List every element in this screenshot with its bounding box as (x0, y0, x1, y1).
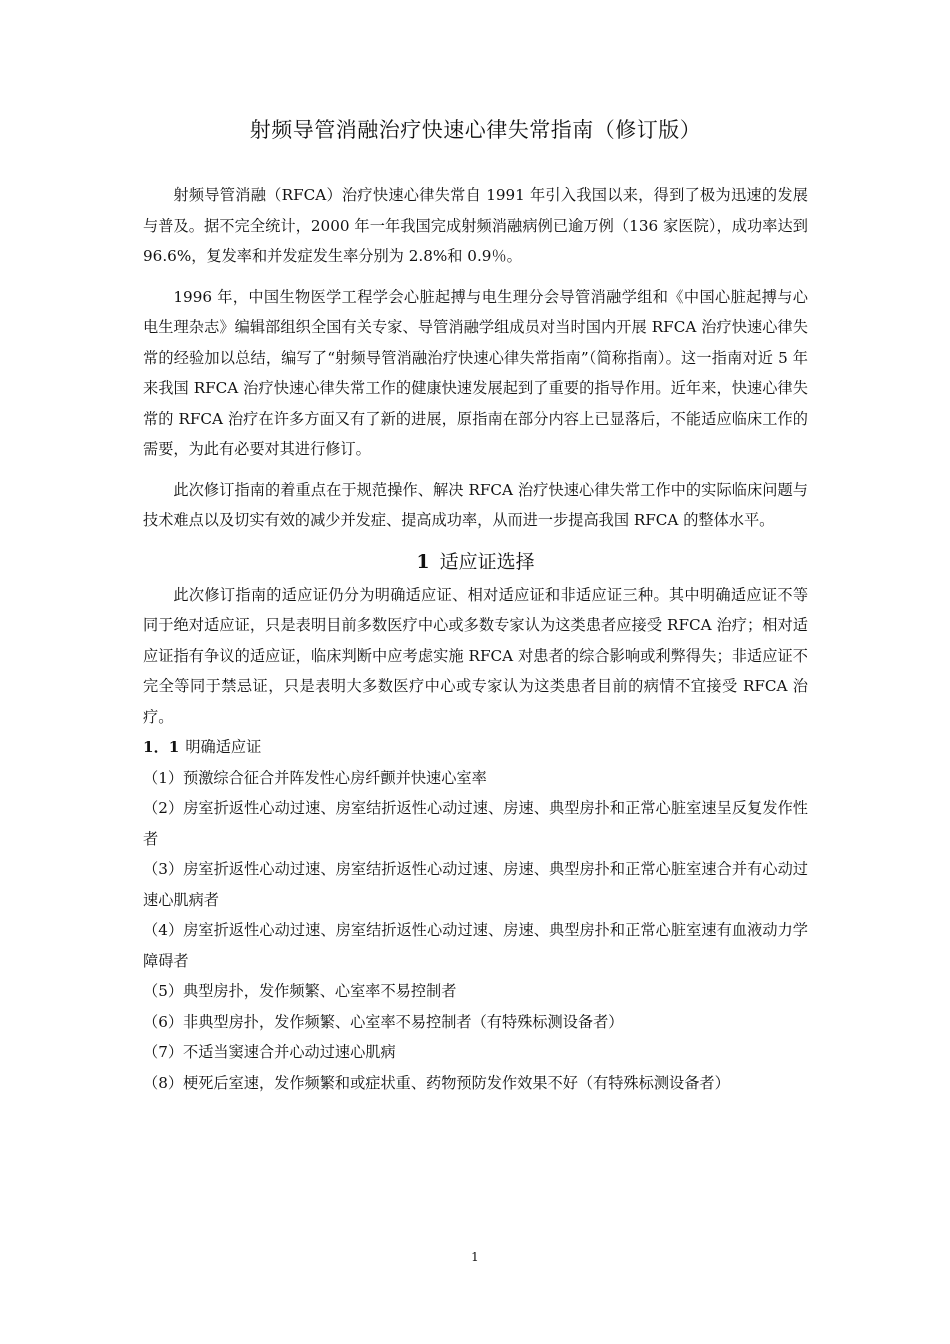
intro-paragraph-2: 1996 年，中国生物医学工程学会心脏起搏与电生理分会导管消融学组和《中国心脏起搏与心电生理杂志》编辑部组织全国有关专家、导管消融学组成员对当时国内开展 RFCA 治疗快速心律失常的经验加以总结，编写了“射频导管消融治疗快速心律失常指南”（简称指南）。这一指南对近 5 年来我国 RFCA 治疗快速心律失常工作的健康快速发展起到了重要的指导作用。近年来，快速心律失常的 RFCA 治疗在许多方面又有了新的进展，原指南在部分内容上已显落后，不能适应临床工作的需要，为此有必要对其进行修订。 (143, 287, 808, 458)
indication-item-6: （6）非典型房扑，发作频繁、心室率不易控制者（有特殊标测设备者） (143, 1012, 624, 1031)
subsection-1-1-number: 1．1 (143, 738, 180, 756)
intro-paragraph-3: 此次修订指南的着重点在于规范操作、解决 RFCA 治疗快速心律失常工作中的实际临床问题与技术难点以及切实有效的减少并发症、提高成功率，从而进一步提高我国 RFCA 的整体水平。 (143, 480, 808, 529)
indication-item-7: （7）不适当窦速合并心动过速心肌病 (143, 1043, 396, 1061)
indication-item-2: （2）房室折返性心动过速、房室结折返性心动过速、房速、典型房扑和正常心脏室速呈反复发作性者 (143, 799, 808, 848)
subsection-1-1-title: 明确适应证 (185, 738, 262, 756)
subsection-1-1-heading (143, 732, 808, 763)
document-title: 射频导管消融治疗快速心律失常指南（修订版） (249, 118, 702, 142)
section-1-title: 适应证选择 (439, 550, 535, 573)
indication-item-8: （8）梗死后室速，发作频繁和或症状重、药物预防发作效果不好（有特殊标测设备者） (143, 1073, 730, 1092)
indication-item-3: （3）房室折返性心动过速、房室结折返性心动过速、房速、典型房扑和正常心脏室速合并有心动过速心肌病者 (143, 860, 808, 909)
section-1-heading (143, 546, 808, 578)
indication-item-1: （1）预激综合征合并阵发性心房纤颤并快速心室率 (143, 768, 487, 787)
intro-paragraph-1: 射频导管消融（RFCA）治疗快速心律失常自 1991 年引入我国以来，得到了极为迅速的发展与普及。据不完全统计，2000 年一年我国完成射频消融病例已逾万例（136 家医院），成功率达到 96.6%，复发率和并发症发生率分别为 2.8%和 0.9％。 (143, 186, 808, 265)
page-number: 1 (471, 1250, 479, 1264)
indication-item-4: （4）房室折返性心动过速、房室结折返性心动过速、房速、典型房扑和正常心脏室速有血液动力学障碍者 (143, 921, 808, 970)
section-1-paragraph: 此次修订指南的适应证仍分为明确适应证、相对适应证和非适应证三种。其中明确适应证不等同于绝对适应证，只是表明目前多数医疗中心或多数专家认为这类患者应接受 RFCA 治疗；相对适应证指有争议的适应证，临床判断中应考虑实施 RFCA 对患者的综合影响或利弊得失；非适应证不完全等同于禁忌证，只是表明大多数医疗中心或专家认为这类患者目前的病情不宜接受 RFCA 治疗。 (143, 585, 808, 726)
document-body (143, 180, 808, 1098)
indication-item-5: （5）典型房扑，发作频繁、心室率不易控制者 (143, 982, 457, 1000)
section-1-number: 1 (416, 550, 430, 573)
